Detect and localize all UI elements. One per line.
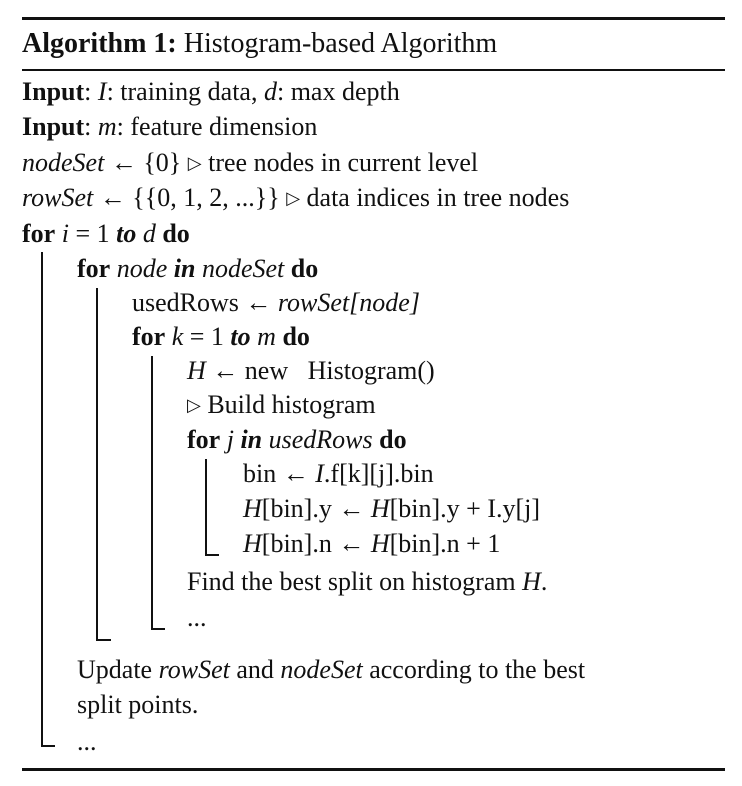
input-keyword: Input bbox=[22, 77, 85, 106]
bin-assign: bin ← bbox=[243, 459, 316, 488]
expr: [bin].y + I.y[j] bbox=[389, 494, 541, 523]
var-nodeset: nodeSet bbox=[201, 254, 285, 283]
assign: [bin].n ← bbox=[261, 529, 371, 558]
var-usedrows: usedRows bbox=[268, 425, 373, 454]
comment-triangle-icon: ▷ bbox=[286, 188, 301, 208]
var-H: H bbox=[522, 567, 541, 596]
var-H: H bbox=[187, 356, 206, 385]
desc: : max depth bbox=[276, 77, 400, 106]
assign: ← {{0, 1, 2, ...}} bbox=[93, 183, 287, 212]
index-node: [node] bbox=[349, 288, 420, 317]
update-line-2: split points. bbox=[77, 690, 199, 719]
expr: [bin].n + 1 bbox=[389, 529, 501, 558]
for-node-line bbox=[77, 254, 318, 284]
update-n-line bbox=[243, 529, 500, 559]
for-j-block-tick bbox=[205, 554, 219, 556]
var-H: H bbox=[370, 494, 390, 523]
input-line-2 bbox=[22, 112, 317, 142]
for-i-line bbox=[22, 219, 190, 249]
kw-do: do bbox=[282, 322, 310, 351]
var-rowset: rowSet bbox=[22, 183, 94, 212]
desc: : training data, bbox=[106, 77, 264, 106]
for-k-line bbox=[132, 322, 310, 352]
input-keyword: Input bbox=[22, 112, 85, 141]
kw-to: to bbox=[230, 322, 251, 351]
var-H: H bbox=[243, 494, 262, 523]
ellipsis-outer: ... bbox=[77, 727, 97, 756]
for-j-line bbox=[187, 425, 407, 455]
var-m: m bbox=[250, 322, 283, 351]
var-I: I bbox=[97, 77, 107, 106]
build-comment-line bbox=[187, 390, 376, 422]
kw-in: in bbox=[233, 425, 269, 454]
kw-do: do bbox=[372, 425, 407, 454]
for-k-block-tick bbox=[151, 628, 165, 630]
var-k: k bbox=[171, 322, 184, 351]
according-text: according to the best bbox=[362, 655, 586, 684]
var-nodeset: nodeSet bbox=[280, 655, 363, 684]
used-rows-assign: usedRows ← bbox=[132, 288, 278, 317]
algorithm-title bbox=[22, 28, 497, 60]
var-rowset: rowSet bbox=[277, 288, 350, 317]
var-H: H bbox=[243, 529, 262, 558]
find-split-line bbox=[187, 567, 547, 597]
kw-for: for bbox=[187, 425, 221, 454]
desc: : feature dimension bbox=[116, 112, 318, 141]
assign: ← {0} bbox=[104, 148, 188, 177]
for-i-block-bar bbox=[41, 252, 43, 747]
eq: = 1 bbox=[183, 322, 231, 351]
find-split-text: Find the best split on histogram bbox=[187, 567, 523, 596]
comment-triangle-icon: ▷ bbox=[187, 153, 202, 173]
comment-triangle-icon: ▷ bbox=[187, 395, 201, 415]
eq: = 1 bbox=[68, 219, 117, 248]
update-line-1 bbox=[77, 655, 585, 685]
assign: [bin].y ← bbox=[261, 494, 371, 523]
comment: tree nodes in current level bbox=[201, 148, 479, 177]
update-y-line bbox=[243, 494, 540, 524]
kw-do: do bbox=[162, 219, 190, 248]
update-text: Update bbox=[77, 655, 159, 684]
for-node-block-tick bbox=[96, 639, 111, 641]
var-I: I bbox=[315, 459, 324, 488]
comment: Build histogram bbox=[200, 390, 376, 419]
comment: data indices in tree nodes bbox=[300, 183, 570, 212]
algorithm-name: Histogram-based Algorithm bbox=[183, 28, 498, 59]
var-d: d bbox=[136, 219, 163, 248]
kw-for: for bbox=[22, 219, 56, 248]
var-H: H bbox=[370, 529, 390, 558]
new-histogram: ← new Histogram() bbox=[205, 356, 435, 385]
used-rows-line bbox=[132, 288, 420, 318]
var-rowset: rowSet bbox=[158, 655, 230, 684]
var-j: j bbox=[226, 425, 234, 454]
var-node: node bbox=[116, 254, 168, 283]
and-text: and bbox=[229, 655, 281, 684]
top-rule bbox=[22, 17, 725, 20]
sep: : bbox=[84, 112, 98, 141]
for-k-block-bar bbox=[151, 356, 153, 630]
algorithm-label: Algorithm 1: bbox=[22, 28, 177, 59]
bin-line bbox=[243, 459, 434, 489]
new-histogram-line bbox=[187, 356, 435, 386]
var-nodeset: nodeSet bbox=[22, 148, 105, 177]
period: . bbox=[540, 567, 548, 596]
title-rule bbox=[22, 69, 725, 71]
init-rowset bbox=[22, 183, 569, 215]
kw-in: in bbox=[167, 254, 202, 283]
kw-do: do bbox=[284, 254, 319, 283]
sep: : bbox=[84, 77, 98, 106]
kw-to: to bbox=[116, 219, 137, 248]
for-node-block-bar bbox=[96, 288, 98, 641]
for-i-block-tick bbox=[41, 745, 55, 747]
var-d: d bbox=[263, 77, 277, 106]
var-m: m bbox=[97, 112, 117, 141]
kw-for: for bbox=[132, 322, 166, 351]
ellipsis-k: ... bbox=[187, 603, 207, 632]
for-j-block-bar bbox=[205, 459, 207, 556]
kw-for: for bbox=[77, 254, 111, 283]
init-nodeset bbox=[22, 148, 478, 180]
input-line-1 bbox=[22, 77, 400, 107]
var-i: i bbox=[61, 219, 69, 248]
bin-expr: .f[k][j].bin bbox=[323, 459, 434, 488]
bottom-rule bbox=[22, 768, 725, 771]
